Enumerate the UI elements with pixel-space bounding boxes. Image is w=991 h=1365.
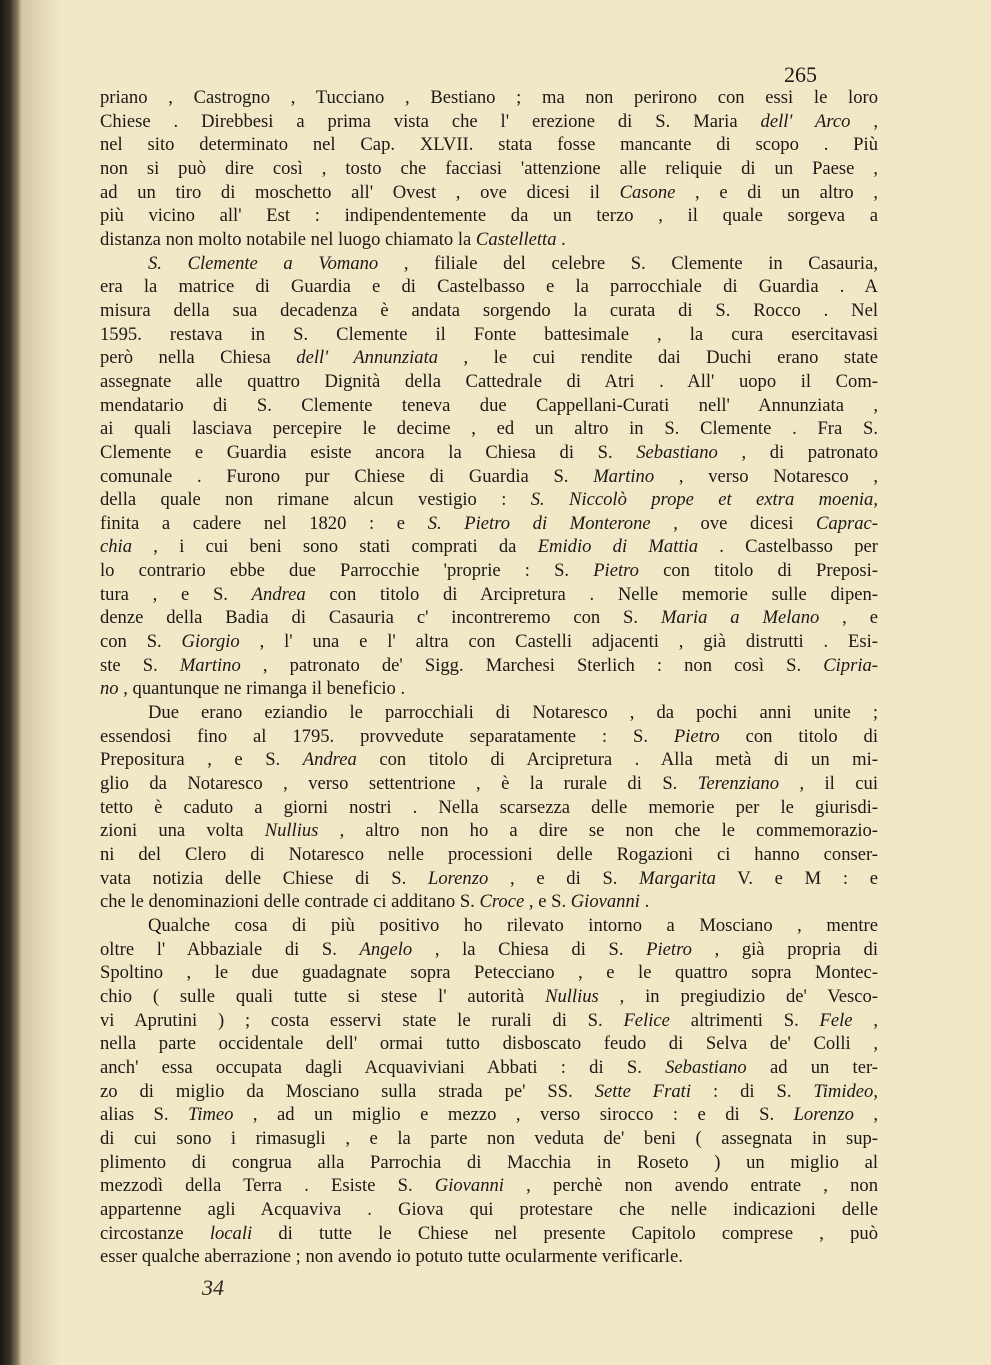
text-line xyxy=(100,512,878,536)
italic-text-segment: Fele xyxy=(819,1009,853,1031)
text-segment: comunale . Furono pur Chiese di Guardia S. xyxy=(100,465,594,487)
text-line xyxy=(100,299,878,323)
text-segment: con titolo di Preposi- xyxy=(638,560,878,582)
italic-text-segment: Sebastiano xyxy=(665,1056,747,1078)
text-line xyxy=(100,181,878,205)
text-line xyxy=(100,843,878,867)
text-segment: Qualche cosa di più positivo ho rilevato intorno a Mosciano , mentre xyxy=(148,914,878,936)
text-segment: Spoltino , le due guadagnate sopra Petecciano , e le quattro sopra Montec- xyxy=(100,962,878,984)
text-line xyxy=(100,1103,878,1127)
text-segment: assegnate alle quattro Dignità della Cattedrale di Atri . All' uopo il Com- xyxy=(100,370,878,392)
italic-text-segment: Casone xyxy=(619,181,676,203)
italic-text-segment: Giovanni xyxy=(570,891,640,913)
text-segment: , patronato de' Sigg. Marchesi Sterlich : non così S. xyxy=(240,654,824,676)
text-segment: Chiese . Direbbesi a prima vista che l' erezione di S. Maria xyxy=(100,110,761,132)
italic-text-segment: Sebastiano xyxy=(636,441,718,463)
text-line xyxy=(100,796,878,820)
text-line xyxy=(100,725,878,749)
italic-text-segment: Felice xyxy=(623,1009,670,1031)
text-line xyxy=(100,1151,878,1175)
text-segment: . Castelbasso per xyxy=(698,536,878,558)
text-segment: ai quali lasciava percepire le decime , ed un altro in S. Clemente . Fra S. xyxy=(100,418,878,440)
text-segment: . xyxy=(639,891,650,913)
text-line xyxy=(100,86,878,110)
text-segment: chio ( sulle quali tutte si stese l' autorità xyxy=(100,985,546,1007)
text-line xyxy=(100,819,878,843)
italic-text-segment: S. Niccolò prope et extra moenia xyxy=(530,489,874,511)
text-line xyxy=(100,370,878,394)
text-segment: con titolo di Arcipretura . Alla metà di un mi- xyxy=(356,749,878,771)
text-segment: , verso Notaresco , xyxy=(654,465,878,487)
text-line xyxy=(100,252,878,276)
text-segment: ni del Clero di Notaresco nelle processioni delle Rogazioni ci hanno conser- xyxy=(100,844,878,865)
text-line xyxy=(100,914,878,938)
text-segment: di tutte le Chiese nel presente Capitolo comprese , può xyxy=(252,1222,878,1244)
italic-text-segment: Emidio di Mattia xyxy=(537,536,698,558)
italic-text-segment: Timideo xyxy=(813,1080,874,1102)
text-segment: oltre l' Abbaziale di S. xyxy=(100,938,360,960)
text-segment: , ove dicesi xyxy=(650,512,817,534)
text-line xyxy=(100,110,878,134)
text-line xyxy=(100,985,878,1009)
text-line xyxy=(100,1056,878,1080)
text-segment: , altro non ho a dire se non che le commemorazio- xyxy=(318,820,878,842)
text-segment: finita a cadere nel 1820 : e xyxy=(100,512,428,534)
text-line xyxy=(100,748,878,772)
text-line xyxy=(100,228,878,252)
text-line xyxy=(100,417,878,441)
text-segment: plimento di congrua alla Parrochia di Macchia in Roseto ) un miglio al xyxy=(100,1151,878,1173)
italic-text-segment: S. Clemente a Vomano xyxy=(148,252,379,274)
text-segment: , ad un miglio e mezzo , verso sirocco : e di S. xyxy=(233,1104,794,1126)
text-segment: nella parte occidentale dell' ormai tutto disboscato feudo di Selva de' Colli , xyxy=(100,1033,878,1055)
text-line xyxy=(100,204,878,228)
text-segment: esser qualche aberrazione ; non avendo io potuto tutte ocularmente verificarle. xyxy=(100,1246,683,1268)
text-segment: . xyxy=(556,228,566,250)
text-segment: , quantunque ne rimanga il beneficio . xyxy=(118,678,406,700)
text-segment: V. e M : e xyxy=(715,867,878,889)
text-segment: alias S. xyxy=(100,1104,188,1126)
text-segment: , e S. xyxy=(524,891,571,913)
signature-mark: 34 xyxy=(202,1275,224,1300)
text-line xyxy=(100,1174,878,1198)
text-line xyxy=(100,157,878,181)
page-body-text xyxy=(100,86,878,1269)
text-segment: , già propria di xyxy=(691,938,878,960)
text-line xyxy=(100,606,878,630)
italic-text-segment: dell' Arco xyxy=(760,110,851,132)
text-line xyxy=(100,275,878,299)
text-segment: , filiale del celebre S. Clemente in Casauria, xyxy=(378,252,878,274)
text-line xyxy=(100,1127,878,1151)
text-segment: Clemente e Guardia esiste ancora la Chiesa di S. xyxy=(100,441,637,463)
text-segment: tura , e S. xyxy=(100,583,252,605)
text-line xyxy=(100,1032,878,1056)
text-segment: che le denominazioni delle contrade ci additano S. xyxy=(100,891,480,913)
text-segment: , e di un altro , xyxy=(675,181,878,203)
italic-text-segment: Caprac- xyxy=(816,512,878,534)
text-segment: zioni una volta xyxy=(100,820,265,842)
italic-text-segment: Andrea xyxy=(302,749,357,771)
text-segment: mendatario di S. Clemente teneva due Cappellani-Curati nell' Annunziata , xyxy=(100,394,878,416)
text-segment: , xyxy=(873,1080,878,1102)
text-line xyxy=(100,394,878,418)
text-segment: mezzodì della Terra . Esiste S. xyxy=(100,1175,435,1197)
text-segment: , il cui xyxy=(779,773,878,795)
italic-text-segment: Pietro xyxy=(646,938,692,960)
text-segment: , perchè non avendo entrate , non xyxy=(503,1175,878,1197)
text-segment: con titolo di xyxy=(719,725,878,747)
text-segment: , in pregiudizio de' Vesco- xyxy=(598,985,878,1007)
text-segment: , la Chiesa di S. xyxy=(412,938,647,960)
text-segment: essendosi fino al 1795. provvedute separatamente : S. xyxy=(100,725,674,747)
text-line xyxy=(100,701,878,725)
italic-text-segment: Sette Frati xyxy=(594,1080,692,1102)
text-segment: Due erano eziandio le parrocchiali di Notaresco , da pochi anni unite ; xyxy=(148,702,878,724)
text-segment: Prepositura , e S. xyxy=(100,749,303,771)
italic-text-segment: Lorenzo xyxy=(793,1104,854,1126)
italic-text-segment: Pietro xyxy=(673,725,720,747)
text-segment: con titolo di Arcipretura . Nelle memorie sulle dipen- xyxy=(305,583,878,605)
italic-text-segment: S. Pietro di Monterone xyxy=(427,512,651,534)
text-segment: di cui sono i rimasugli , e la parte non veduta de' beni ( assegnata in sup- xyxy=(100,1127,878,1149)
text-line xyxy=(100,1080,878,1104)
text-segment: , xyxy=(852,1009,878,1031)
text-segment: , e di S. xyxy=(488,867,640,889)
italic-text-segment: Angelo xyxy=(359,938,413,960)
italic-text-segment: Nullius xyxy=(264,820,319,842)
text-line xyxy=(100,323,878,347)
text-segment: glio da Notaresco , verso settentrione , è la rurale di S. xyxy=(100,773,698,795)
italic-text-segment: Castelletta xyxy=(475,228,557,250)
text-segment: ste S. xyxy=(100,654,180,676)
text-line xyxy=(100,961,878,985)
text-segment: , xyxy=(853,1104,878,1126)
text-line xyxy=(100,535,878,559)
page-number: 265 xyxy=(784,62,817,87)
italic-text-segment: Giovanni xyxy=(434,1175,504,1197)
text-line xyxy=(100,441,878,465)
italic-text-segment: locali xyxy=(209,1222,253,1244)
text-line xyxy=(100,1222,878,1246)
text-line xyxy=(100,654,878,678)
italic-text-segment: Pietro xyxy=(593,560,639,582)
text-segment: ad un tiro di moschetto all' Ovest , ove dicesi il xyxy=(100,181,620,203)
text-segment: distanza non molto notabile nel luogo chiamato la xyxy=(100,228,476,250)
italic-text-segment: Cipria- xyxy=(823,654,878,676)
text-segment: , xyxy=(873,489,878,511)
text-segment: , le cui rendite dai Duchi erano state xyxy=(438,347,878,369)
italic-text-segment: Martino xyxy=(593,465,655,487)
italic-text-segment: Maria a Melano xyxy=(660,607,820,629)
text-segment: misura della sua decadenza è andata sorgendo la curata di S. Rocco . Nel xyxy=(100,299,878,321)
text-line xyxy=(100,938,878,962)
text-line xyxy=(100,1245,878,1269)
text-segment: , di patronato xyxy=(717,441,878,463)
text-line xyxy=(100,772,878,796)
text-line xyxy=(100,488,878,512)
text-segment: vata notizia delle Chiese di S. xyxy=(100,867,428,889)
text-segment: , xyxy=(850,110,878,132)
italic-text-segment: chia xyxy=(100,536,133,558)
text-line xyxy=(100,583,878,607)
text-segment: non si può dire così , tosto che facciasi 'attenzione alle reliquie di un Paese , xyxy=(100,157,878,179)
text-line xyxy=(100,1198,878,1222)
book-binding-shadow xyxy=(0,0,22,1365)
text-line xyxy=(100,890,878,914)
text-segment: priano , Castrogno , Tucciano , Bestiano ; ma non perirono con essi le loro xyxy=(100,87,878,108)
text-segment: più vicino all' Est : indipendentemente da un terzo , il quale sorgeva a xyxy=(100,205,878,227)
italic-text-segment: Andrea xyxy=(251,583,306,605)
text-segment: , e xyxy=(819,607,878,629)
italic-text-segment: Nullius xyxy=(545,985,599,1007)
text-segment: : di S. xyxy=(691,1080,814,1102)
text-segment: nel sito determinato nel Cap. XLVII. stata fosse mancante di scopo . Più xyxy=(100,134,878,156)
text-line xyxy=(100,465,878,489)
italic-text-segment: Martino xyxy=(179,654,241,676)
italic-text-segment: Margarita xyxy=(639,867,716,889)
text-segment: zo di miglio da Mosciano sulla strada pe' SS. xyxy=(100,1080,595,1102)
italic-text-segment: Croce xyxy=(479,891,525,913)
text-segment: altrimenti S. xyxy=(669,1009,820,1031)
text-segment: con S. xyxy=(100,631,182,653)
text-line xyxy=(100,867,878,891)
text-segment: , i cui beni sono stati comprati da xyxy=(132,536,538,558)
text-segment: 1595. restava in S. Clemente il Fonte battesimale , la cura esercitavasi xyxy=(100,323,878,345)
text-segment: circostanze xyxy=(100,1222,210,1244)
italic-text-segment: no xyxy=(100,678,119,700)
text-line xyxy=(100,630,878,654)
italic-text-segment: Timeo xyxy=(188,1104,234,1126)
text-line xyxy=(100,346,878,370)
text-line xyxy=(100,133,878,157)
text-segment: denze della Badia di Casauria c' incontreremo con S. xyxy=(100,607,661,629)
italic-text-segment: Terenziano xyxy=(697,773,780,795)
text-line xyxy=(100,1009,878,1033)
text-segment: anch' essa occupata dagli Acquaviviani Abbati : di S. xyxy=(100,1056,666,1078)
text-segment: lo contrario ebbe due Parrocchie 'proprie : S. xyxy=(100,560,594,582)
text-segment: della quale non rimane alcun vestigio : xyxy=(100,489,531,511)
text-segment: , l' una e l' altra con Castelli adjacenti , già distrutti . Esi- xyxy=(239,631,878,653)
text-line xyxy=(100,677,878,701)
page-gutter-shading xyxy=(22,0,62,1365)
italic-text-segment: dell' Annunziata xyxy=(296,347,439,369)
text-segment: era la matrice di Guardia e di Castelbasso e la parrocchiale di Guardia . A xyxy=(100,276,878,298)
text-segment: appartenne agli Acquaviva . Giova qui protestare che nelle indicazioni delle xyxy=(100,1198,878,1220)
italic-text-segment: Lorenzo xyxy=(427,867,489,889)
text-line xyxy=(100,559,878,583)
text-segment: però nella Chiesa xyxy=(100,347,297,369)
italic-text-segment: Giorgio xyxy=(181,631,240,653)
text-segment: ad un ter- xyxy=(746,1056,878,1078)
text-segment: tetto è caduto a giorni nostri . Nella scarsezza delle memorie per le giurisdi- xyxy=(100,796,878,818)
text-segment: vi Aprutini ) ; costa esservi state le rurali di S. xyxy=(100,1009,624,1031)
